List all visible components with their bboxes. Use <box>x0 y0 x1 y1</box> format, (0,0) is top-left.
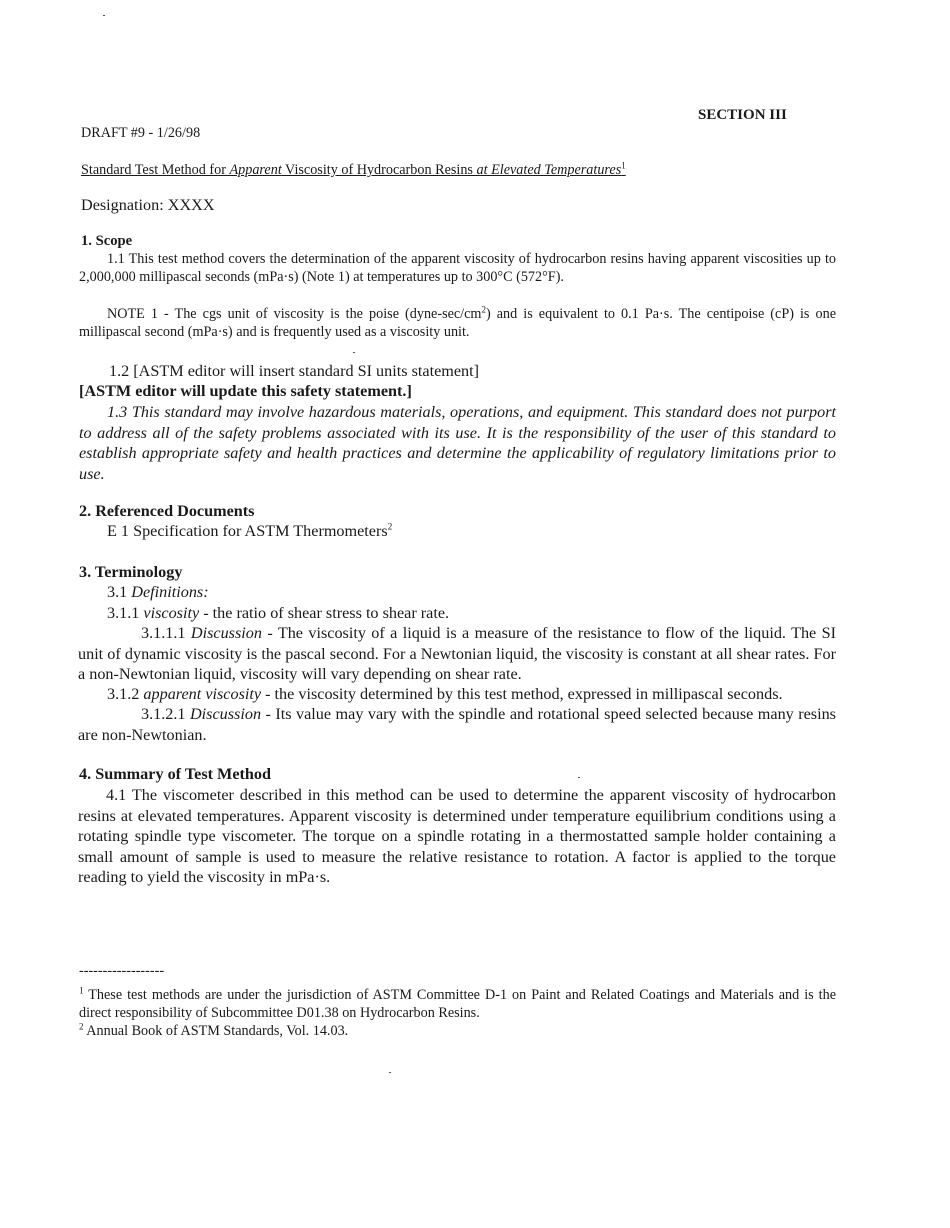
footnote-1-text: These test methods are under the jurisdiction of ASTM Committee D-1 on Paint and Related Coatings and Materials and is the direct responsibility of Subcommittee D01.38 on Hydrocarbon Resins. <box>79 987 836 1021</box>
definition-3-1-2-1-term: Discussion <box>189 705 262 723</box>
scope-heading: 1. Scope <box>81 233 133 249</box>
referenced-e1 <box>107 521 392 542</box>
definition-3-1-2-1-text: - Its value may vary with the spindle and rotational speed selected because many resins are non-Newtonian. <box>78 705 836 744</box>
title-part-4: at Elevated Temperatures <box>476 162 622 178</box>
note-1-sup: 2 <box>481 304 486 315</box>
referenced-e1-sup: 2 <box>387 521 393 532</box>
footnote-2 <box>79 1022 348 1040</box>
summary-heading: 4. Summary of Test Method <box>79 765 272 783</box>
definition-3-1 <box>107 582 209 603</box>
definition-3-1-term: Definitions: <box>131 583 209 601</box>
title-part-2: Apparent <box>229 162 282 178</box>
designation: Designation: XXXX <box>81 196 215 214</box>
note-1 <box>79 305 836 341</box>
document-title <box>81 161 626 179</box>
footnote-2-text: Annual Book of ASTM Standards, Vol. 14.03. <box>83 1023 349 1039</box>
definition-3-1-2-1 <box>78 704 836 745</box>
definition-3-1-2-1-num: 3.1.2.1 <box>141 705 190 723</box>
definition-3-1-1-1 <box>78 623 836 685</box>
scope-1-3 <box>79 402 836 484</box>
definition-3-1-1-text: - the ratio of shear stress to shear rate. <box>199 604 450 622</box>
definition-3-1-2-num: 3.1.2 <box>107 685 144 703</box>
definition-3-1-2-text: - the viscosity determined by this test method, expressed in millipascal seconds. <box>261 685 783 703</box>
referenced-e1-text: E 1 Specification for ASTM Thermometers <box>107 522 388 540</box>
definition-3-1-1-1-term: Discussion <box>190 624 262 642</box>
section-label: SECTION III <box>698 107 787 123</box>
scope-1-1 <box>79 250 836 286</box>
definition-3-1-1-term: viscosity <box>143 604 200 622</box>
scope-1-2: 1.2 [ASTM editor will insert standard SI units statement] <box>109 362 480 380</box>
footnote-1-sup: 1 <box>79 985 84 996</box>
scope-1-1-text: 1.1 This test method covers the determination of the apparent viscosity of hydrocarbon resins having apparent viscosities up to 2,000,000 millipascal seconds (mPa·s) (Note 1) at temperatures up to 300°C (572°F). <box>79 251 836 285</box>
note-1-text-a: NOTE 1 - The cgs unit of viscosity is the poise (dyne-sec/cm <box>107 306 482 322</box>
definition-3-1-num: 3.1 <box>107 583 132 601</box>
definition-3-1-1 <box>107 603 449 624</box>
note-1-text-b: ) and is equivalent to 0.1 Pa·s. The centipoise (cP) is one millipascal second (mPa·s) and is frequently used as a viscosity unit. <box>79 306 836 340</box>
title-part-1: Standard Test Method for <box>81 162 230 178</box>
safety-editor-note: [ASTM editor will update this safety statement.] <box>79 382 412 400</box>
footnote-rule: ------------------ <box>79 963 165 979</box>
scope-1-3-text: 1.3 This standard may involve hazardous materials, operations, and equipment. This standard does not purport to address all of the safety problems associated with its use. It is the responsibility of the user of this standard to establish appropriate safety and health practices and determine the applicability of regulatory limitations prior to use. <box>79 403 836 483</box>
definition-3-1-2 <box>107 684 783 705</box>
referenced-heading: 2. Referenced Documents <box>79 502 255 520</box>
definition-3-1-2-term: apparent viscosity <box>143 685 262 703</box>
definition-3-1-1-1-num: 3.1.1.1 <box>141 624 191 642</box>
draft-label: DRAFT #9 - 1/26/98 <box>81 125 201 141</box>
title-part-3: Viscosity of Hydrocarbon Resins <box>281 162 477 178</box>
footnote-2-sup: 2 <box>79 1021 84 1032</box>
title-footnote-ref: 1 <box>621 160 626 171</box>
terminology-heading: 3. Terminology <box>79 563 183 581</box>
definition-3-1-1-1-text: - The viscosity of a liquid is a measure of the resistance to flow of the liquid. The SI unit of dynamic viscosity is the pascal second. For a Newtonian liquid, the viscosity is constant at all shear rates. For a non-Newtonian liquid, viscosity will vary depending on shear rate. <box>78 624 837 683</box>
footnote-1 <box>79 986 836 1022</box>
definition-3-1-1-num: 3.1.1 <box>107 604 144 622</box>
summary-4-1 <box>78 785 836 888</box>
summary-4-1-text: 4.1 The viscometer described in this method can be used to determine the apparent viscosity of hydrocarbon resins at elevated temperatures. Apparent viscosity is determined under temperature equilibrium conditions using a rotating spindle type viscometer. The torque on a spindle rotating in a thermostatted sample holder containing a small amount of sample is used to measure the relative resistance to rotation. A factor is applied to the torque reading to yield the viscosity in mPa·s. <box>78 786 836 886</box>
